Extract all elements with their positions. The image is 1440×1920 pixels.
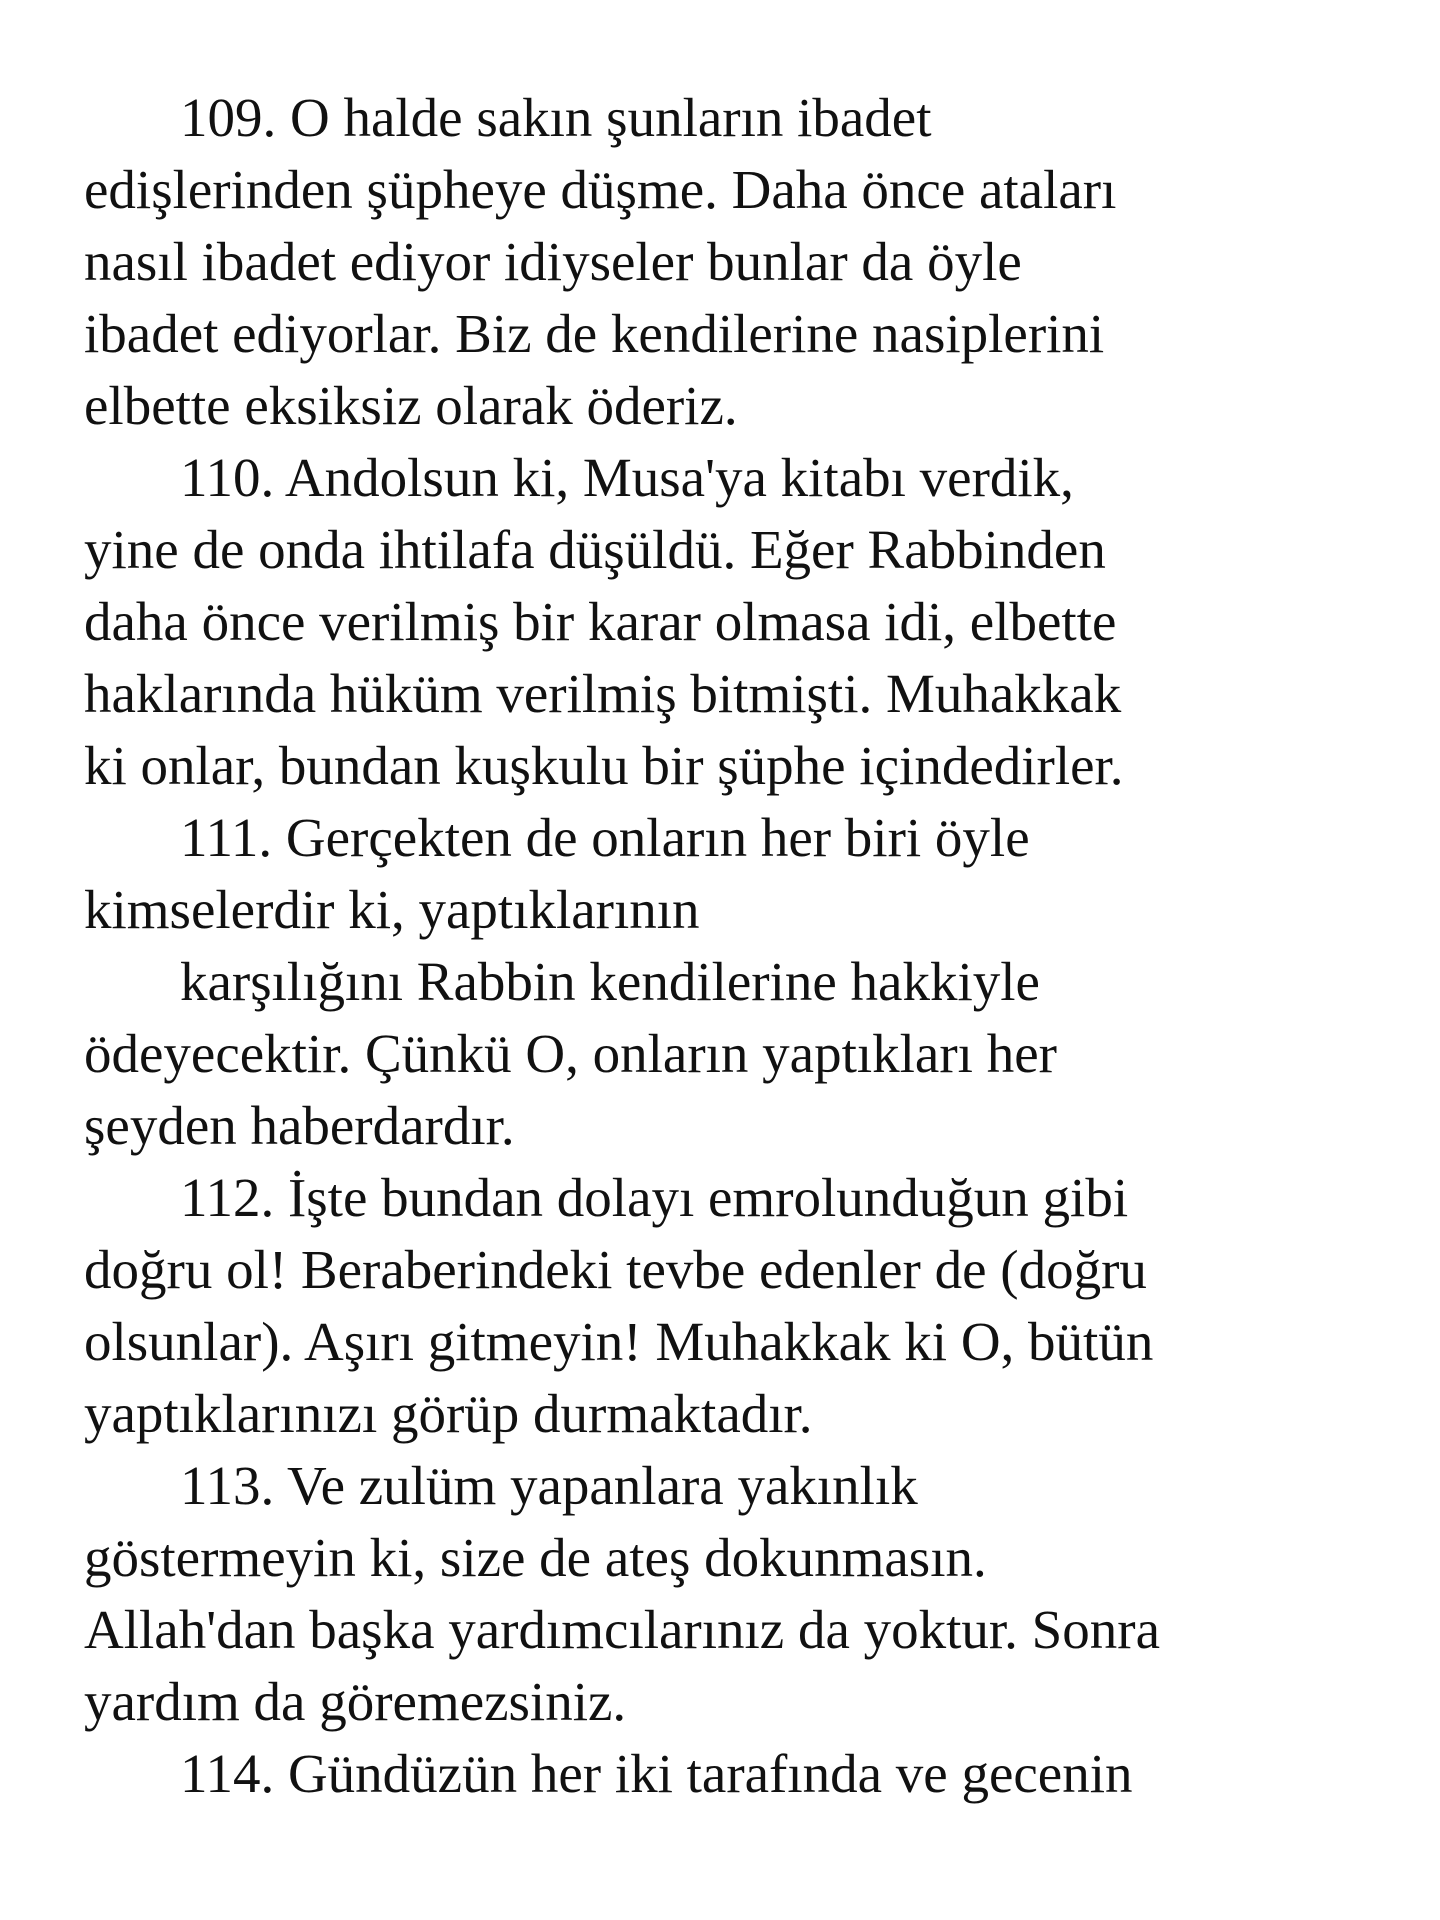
text-line: 114. Gündüzün her iki tarafında ve gecenin <box>180 1743 1133 1804</box>
text-line: Allah'dan başka yardımcılarınız da yoktur. Sonra <box>84 1599 1160 1660</box>
text-line: 110. Andolsun ki, Musa'ya kitabı verdik, <box>180 447 1074 508</box>
text-line: 113. Ve zulüm yapanlara yakınlık <box>180 1455 918 1516</box>
text-line: daha önce verilmiş bir karar olmasa idi, elbette <box>84 591 1117 652</box>
text-line: edişlerinden şüpheye düşme. Daha önce ataları <box>84 159 1117 220</box>
text-line: yine de onda ihtilafa düşüldü. Eğer Rabbinden <box>84 519 1106 580</box>
text-line: 109. O halde sakın şunların ibadet <box>180 87 932 148</box>
verse-text-block <box>84 82 1414 1810</box>
text-line: nasıl ibadet ediyor idiyseler bunlar da öyle <box>84 231 1022 292</box>
text-line: göstermeyin ki, size de ateş dokunmasın. <box>84 1527 987 1588</box>
text-line: yaptıklarınızı görüp durmaktadır. <box>84 1383 813 1444</box>
text-line: 112. İşte bundan dolayı emrolunduğun gibi <box>180 1167 1129 1228</box>
text-line: ödeyecektir. Çünkü O, onların yaptıkları her <box>84 1023 1057 1084</box>
text-line: yardım da göremezsiniz. <box>84 1671 627 1732</box>
text-line: karşılığını Rabbin kendilerine hakkiyle <box>180 951 1040 1012</box>
text-line: şeyden haberdardır. <box>84 1095 515 1156</box>
text-line: ibadet ediyorlar. Biz de kendilerine nasiplerini <box>84 303 1105 364</box>
text-line: ki onlar, bundan kuşkulu bir şüphe içindedirler. <box>84 735 1124 796</box>
text-line: olsunlar). Aşırı gitmeyin! Muhakkak ki O, bütün <box>84 1311 1154 1372</box>
text-line: 111. Gerçekten de onların her biri öyle <box>180 807 1030 868</box>
text-line: elbette eksiksiz olarak öderiz. <box>84 375 738 436</box>
text-line: doğru ol! Beraberindeki tevbe edenler de (doğru <box>84 1239 1147 1300</box>
text-line: kimselerdir ki, yaptıklarının <box>84 879 700 940</box>
text-line: haklarında hüküm verilmiş bitmişti. Muhakkak <box>84 663 1122 724</box>
